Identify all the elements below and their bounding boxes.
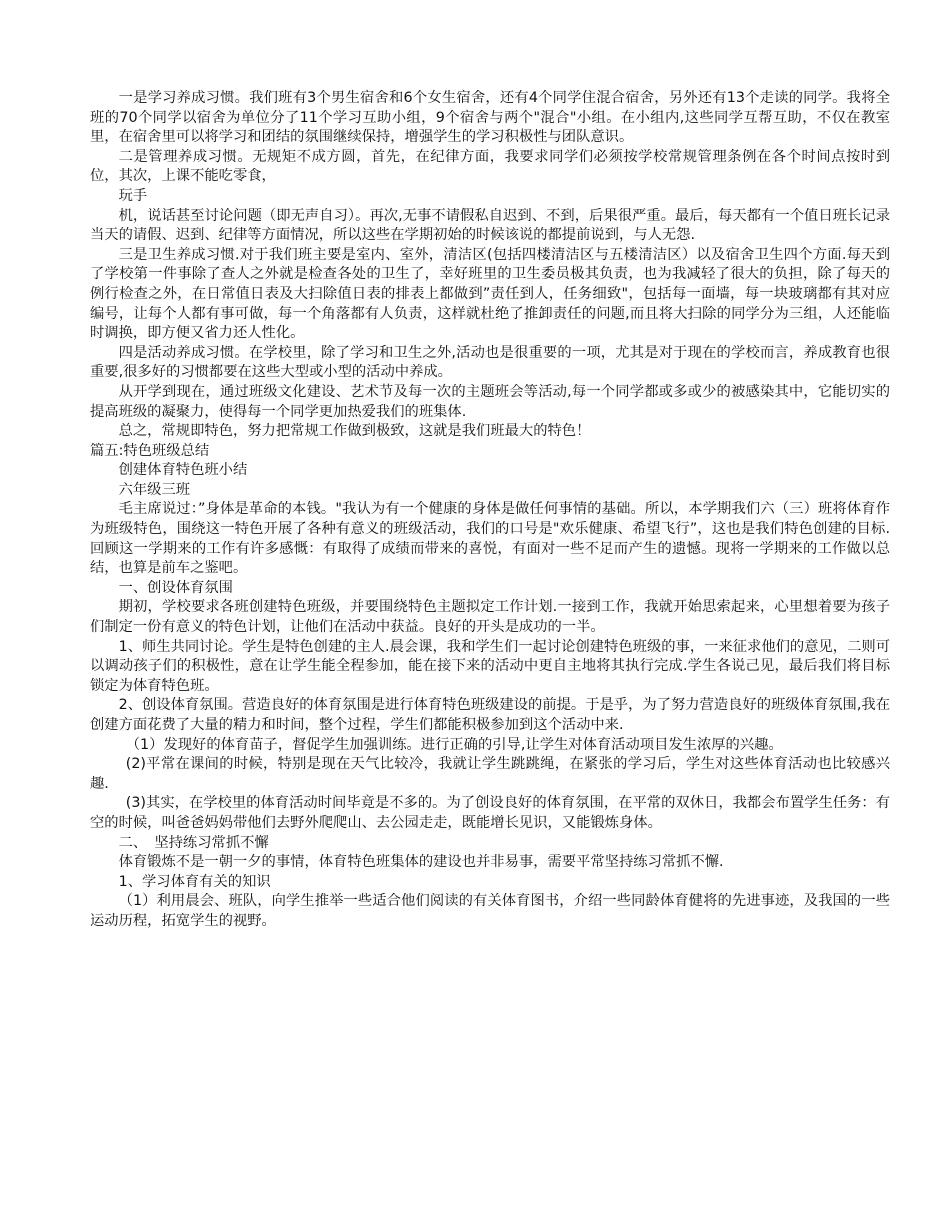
- paragraph: 一、创设体育氛围: [118, 579, 233, 596]
- paragraph: 2、创设体育氛围。营造良好的体育氛围是进行体育特色班级建设的前提。于是乎，为了努力营造良好的班级体育氛围,我在创建方面花费了大量的精力和时间，整个过程，学生们都能积极参加到这个活动中来.: [90, 697, 890, 733]
- paragraph: 六年级三班: [118, 481, 191, 498]
- paragraph: 从开学到现在，通过班级文化建设、艺术节及每一次的主题班会等活动,每一个同学都或多或少的被感染其中，它能切实的提高班级的凝聚力，使得每一个同学更加热爱我们的班集体.: [90, 383, 890, 420]
- paragraph: 期初，学校要求各班创建特色班级，并要围绕特色主题拟定工作计划.一接到工作，我就开始思索起来，心里想着要为孩子们制定一份有意义的特色计划，让他们在活动中获益。良好的开头是成功的一半。: [90, 599, 890, 636]
- paragraph: 毛主席说过：”身体是革命的本钱。"我认为有一个健康的身体是做任何事情的基础。所以，本学期我们六（三）班将体育作为班级特色，围绕这一特色开展了各种有意义的班级活动，我们的口号是"欢乐健康、希望飞行”，这也是我们特色创建的目标.回顾这一学期来的工作有许多感慨：有取得了成绩而带来的喜悦，有面对一些不足而产生的遗憾。现将一学期来的工作做以总结，也算是前车之鉴吧。: [90, 501, 890, 577]
- paragraph: 1、学习体育有关的知识: [118, 873, 271, 890]
- paragraph: 机，说话甚至讨论问题（即无声自习）。再次,无事不请假私自迟到、不到，后果很严重。最后，每天都有一个值日班长记录当天的请假、迟到、纪律等方面情况，所以这些在学期初始的时候该说的都提前说到，与人无怨.: [90, 207, 890, 244]
- paragraph: 体育锻炼不是一朝一夕的事情，体育特色班集体的建设也并非易事，需要平常坚持练习常抓不懈.: [118, 854, 724, 871]
- paragraph: 1、师生共同讨论。学生是特色创建的主人.晨会课，我和学生们一起讨论创建特色班级的事，一来征求他们的意见，二则可以调动孩子们的积极性，意在让学生能全程参加，能在接下来的活动中更自主地将其执行完成.学生各说己见，最后我们将目标锁定为体育特色班。: [90, 638, 890, 694]
- paragraph: 篇五:特色班级总结: [90, 442, 210, 459]
- paragraph: （1）发现好的体育苗子，督促学生加强训练。进行正确的引导,让学生对体育活动项目发生浓厚的兴趣。: [125, 736, 783, 753]
- paragraph: 二是管理养成习惯。无规矩不成方圆，首先，在纪律方面，我要求同学们必须按学校常规管理条例在各个时间点按时到位，其次，上课不能吃零食，: [90, 148, 890, 185]
- paragraph: (3)其实，在学校里的体育活动时间毕竟是不多的。为了创设良好的体育氛围，在平常的双休日，我都会布置学生任务：有空的时候，叫爸爸妈妈带他们去野外爬爬山、去公园走走，既能增长见识，又能锻炼身体。: [90, 795, 890, 831]
- paragraph: 创建体育特色班小结: [118, 462, 248, 479]
- paragraph: 三是卫生养成习惯.对于我们班主要是室内、室外，清洁区(包括四楼清洁区与五楼清洁区）以及宿舍卫生四个方面.每天到了学校第一件事除了查人之外就是检查各处的卫生了，幸好班里的卫生委员极其负责，也为我减轻了很大的负担，除了每天的例行检查之外，在日常值日表及大扫除值日表的排表上都做到”责任到人，任务细致"，包括每一面墙，每一块玻璃都有其对应编号，让每个人都有事可做，每一个角落都有人负责，这样就杜绝了推卸责任的问题,而且将大扫除的同学分为三组，人还能临时调换，即方便又省力还人性化。: [90, 246, 890, 342]
- paragraph: (2)平常在课间的时候，特别是现在天气比较冷，我就让学生跳跳绳，在紧张的学习后，学生对这些体育活动也比较感兴趣.: [90, 756, 890, 792]
- paragraph: 玩手: [118, 187, 148, 204]
- paragraph: 二、 坚持练习常抓不懈: [118, 834, 269, 851]
- document-body: [90, 89, 890, 932]
- paragraph: 四是活动养成习惯。在学校里，除了学习和卫生之外,活动也是很重要的一项，尤其是对于现在的学校而言，养成教育也很重要,很多好的习惯都要在这些大型或小型的活动中养成。: [90, 344, 890, 381]
- paragraph: 总之，常规即特色，努力把常规工作做到极致，这就是我们班最大的特色！: [118, 423, 591, 440]
- paragraph: 一是学习养成习惯。我们班有3个男生宿舍和6个女生宿舍，还有4个同学住混合宿舍，另外还有13个走读的同学。我将全班的70个同学以宿舍为单位分了11个学习互助小组，9个宿舍与两个"混合"小组。在小组内,这些同学互帮互助，不仅在教室里，在宿舍里可以将学习和团结的氛围继续保持，增强学生的学习积极性与团队意识。: [90, 90, 890, 146]
- paragraph: （1）利用晨会、班队，向学生推举一些适合他们阅读的有关体育图书，介绍一些同龄体育健将的先进事迹，及我国的一些运动历程，拓宽学生的视野。: [90, 893, 890, 929]
